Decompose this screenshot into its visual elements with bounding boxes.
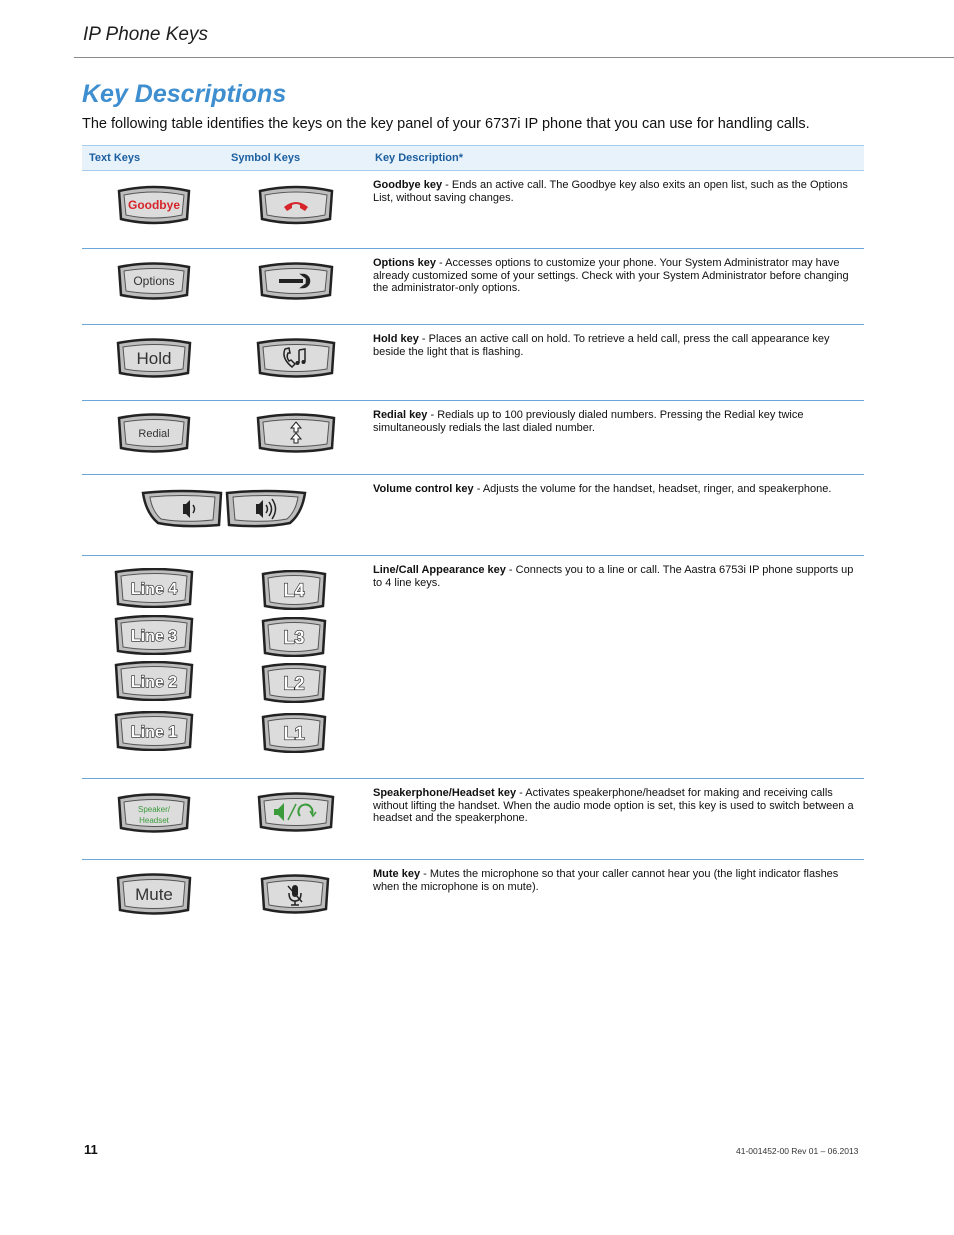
intro-paragraph: The following table identifies the keys on the key panel of your 6737i IP phone that you can use for handling calls.: [82, 116, 810, 132]
speaker-key-label-line-2: Headset: [139, 816, 169, 825]
page-number: 11: [84, 1142, 98, 1157]
key-description: Hold key - Places an active call on hold. To retrieve a held call, press the call appearance key beside the light that is flashing.: [373, 333, 830, 358]
table-row: [82, 249, 864, 325]
line-l2-symbol-key[interactable]: [259, 663, 329, 703]
column-header-text-keys: Text Keys: [89, 152, 141, 164]
speaker-headset-icon[interactable]: [255, 792, 337, 832]
line-l4-symbol-key-label: L4: [283, 580, 305, 601]
line-2-text-key-label: Line 2: [130, 673, 178, 691]
line-2-text-key[interactable]: [112, 661, 196, 701]
column-header-symbol-keys: Symbol Keys: [231, 152, 301, 164]
line-3-text-key[interactable]: [112, 615, 196, 655]
line-l1-symbol-key[interactable]: [259, 713, 329, 753]
key-description: Options key - Accesses options to customize your phone. Your System Administrator may have already customized some of your settings. Check with your System Administrator before changing the administrator-only options.: [373, 257, 849, 294]
line-l3-symbol-key[interactable]: [259, 617, 329, 657]
goodbye-text-key[interactable]: [115, 185, 193, 225]
line-1-text-key-label: Line 1: [130, 723, 178, 741]
key-descriptions-table: [82, 145, 864, 930]
wrench-icon[interactable]: [256, 262, 336, 300]
line-l4-symbol-key[interactable]: [259, 570, 329, 610]
speaker-key-label-line-1: Speaker/: [137, 805, 171, 814]
volume-icon[interactable]: [140, 487, 308, 531]
key-description: Line/Call Appearance key - Connects you to a line or call. The Aastra 6753i IP phone supports up to 4 line keys.: [373, 564, 854, 589]
table-row: [82, 860, 864, 930]
key-description: Mute key - Mutes the microphone so that your caller cannot hear you (the light indicator flashes when the microphone is on mute).: [373, 868, 839, 893]
redial-arrows-icon[interactable]: [254, 413, 338, 453]
line-l3-symbol-key-label: L3: [283, 627, 305, 648]
column-header-key-description: Key Description*: [375, 152, 464, 164]
mute-text-key[interactable]: [114, 873, 194, 915]
table-header: [82, 145, 864, 171]
running-header: IP Phone Keys: [83, 24, 208, 45]
line-3-text-key-label: Line 3: [130, 627, 178, 645]
handset-music-icon[interactable]: [254, 338, 338, 378]
table-row: [82, 475, 864, 556]
line-4-text-key-label: Line 4: [130, 580, 178, 598]
redial-key-label: Redial: [138, 428, 170, 440]
goodbye-key-label: Goodbye: [127, 198, 181, 212]
line-l2-symbol-key-label: L2: [283, 673, 305, 694]
key-description: Goodbye key - Ends an active call. The Goodbye key also exits an open list, such as the Options List, without saving changes.: [373, 179, 848, 204]
handset-hangup-icon[interactable]: [256, 185, 336, 225]
hold-key-label: Hold: [136, 349, 172, 368]
hold-text-key[interactable]: [114, 338, 194, 378]
document-id: 41-001452-00 Rev 01 – 06.2013: [736, 1146, 859, 1156]
speaker-headset-text-key[interactable]: [115, 793, 193, 833]
muted-microphone-icon[interactable]: [258, 874, 332, 914]
mute-key-label: Mute: [135, 885, 173, 904]
table-row: [82, 556, 864, 779]
key-description: Redial key - Redials up to 100 previously dialed numbers. Pressing the Redial key twice simultaneously redials the last dialed number.: [373, 409, 804, 434]
header-divider: [74, 57, 954, 58]
page-title: Key Descriptions: [82, 80, 287, 108]
options-key-label: Options: [133, 274, 175, 288]
table-row: [82, 171, 864, 249]
table-row: [82, 779, 864, 860]
key-description: Speakerphone/Headset key - Activates speakerphone/headset for making and receiving calls without lifting the handset. When the audio mode option is set, this key is used to switch between a headset and the speakerphone.: [373, 787, 854, 824]
line-l1-symbol-key-label: L1: [283, 723, 305, 744]
table-row: [82, 401, 864, 475]
line-1-text-key[interactable]: [112, 711, 196, 751]
table-row: [82, 325, 864, 401]
key-description: Volume control key - Adjusts the volume for the handset, headset, ringer, and speakerphone.: [373, 483, 832, 495]
options-text-key[interactable]: [115, 262, 193, 300]
line-4-text-key[interactable]: [112, 568, 196, 608]
redial-text-key[interactable]: [115, 413, 193, 453]
